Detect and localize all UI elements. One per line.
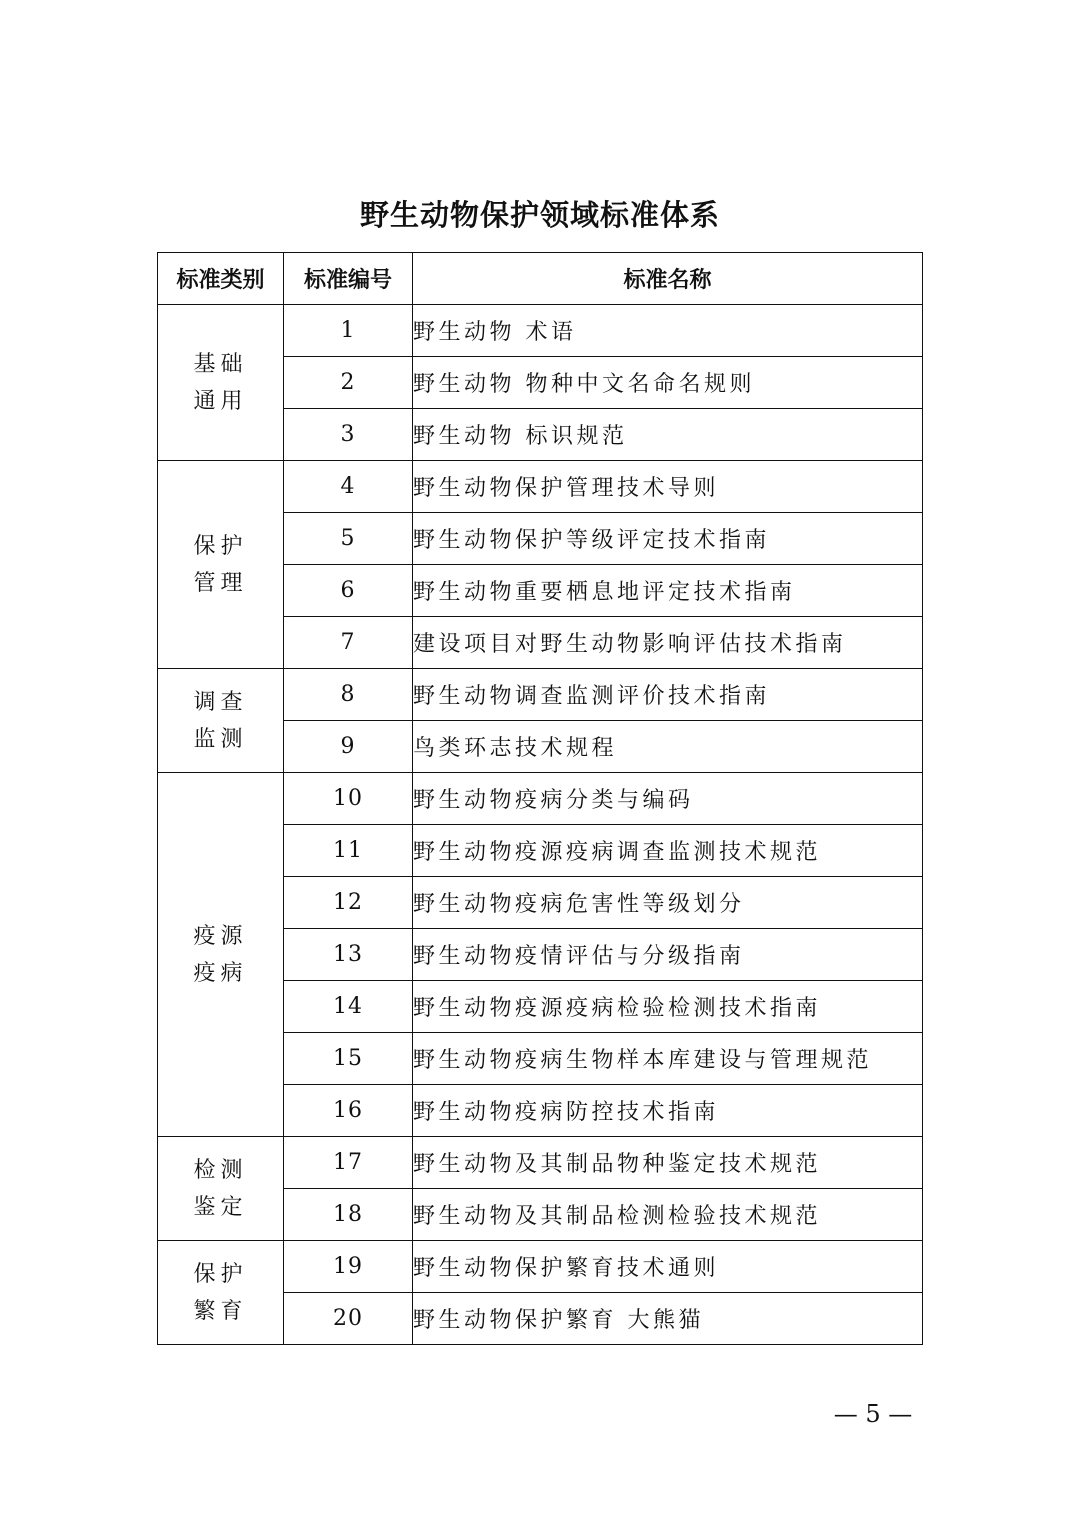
standard-name-cell: 野生动物疫病分类与编码	[413, 773, 923, 825]
standard-number-cell: 18	[284, 1189, 413, 1241]
table-row	[158, 461, 923, 513]
standard-number-cell: 17	[284, 1137, 413, 1189]
standard-number-cell: 20	[284, 1293, 413, 1345]
standard-number-cell: 12	[284, 877, 413, 929]
standard-name-cell: 野生动物 标识规范	[413, 409, 923, 461]
category-label-line: 基础	[193, 351, 248, 377]
page-number: — 5 —	[833, 1400, 913, 1428]
standard-number-cell: 15	[284, 1033, 413, 1085]
category-label-line: 监测	[193, 726, 248, 752]
standard-name-cell: 野生动物调查监测评价技术指南	[413, 669, 923, 721]
standard-number-cell: 16	[284, 1085, 413, 1137]
standard-name-cell: 鸟类环志技术规程	[413, 721, 923, 773]
standard-name-cell: 野生动物保护繁育 大熊猫	[413, 1293, 923, 1345]
category-label-line: 检测	[193, 1157, 248, 1183]
standard-name-cell: 野生动物疫病危害性等级划分	[413, 877, 923, 929]
category-label-line: 繁育	[193, 1298, 248, 1324]
standard-number-cell: 19	[284, 1241, 413, 1293]
table-row	[158, 1137, 923, 1189]
standard-name-cell: 野生动物疫病生物样本库建设与管理规范	[413, 1033, 923, 1085]
category-label-line: 管理	[193, 570, 248, 596]
standard-number-cell: 10	[284, 773, 413, 825]
standard-number-cell: 1	[284, 305, 413, 357]
standard-number-cell: 2	[284, 357, 413, 409]
table-row	[158, 305, 923, 357]
document-title: 野生动物保护领域标准体系	[359, 198, 720, 232]
standard-name-cell: 建设项目对野生动物影响评估技术指南	[413, 617, 923, 669]
standard-name-cell: 野生动物及其制品物种鉴定技术规范	[413, 1137, 923, 1189]
category-label-line: 保护	[193, 533, 248, 559]
category-label-line: 鉴定	[193, 1194, 248, 1220]
standard-number-cell: 7	[284, 617, 413, 669]
category-label-line: 调查	[193, 689, 248, 715]
standard-name-cell: 野生动物 物种中文名命名规则	[413, 357, 923, 409]
category-cell	[158, 305, 284, 461]
category-cell	[158, 1137, 284, 1241]
table-row	[158, 669, 923, 721]
standard-name-cell: 野生动物疫源疫病调查监测技术规范	[413, 825, 923, 877]
category-cell	[158, 461, 284, 669]
standard-number-cell: 9	[284, 721, 413, 773]
standard-name-cell: 野生动物疫情评估与分级指南	[413, 929, 923, 981]
category-cell	[158, 773, 284, 1137]
category-label-line: 疫病	[193, 960, 248, 986]
header-name: 标准名称	[413, 253, 923, 305]
standard-number-cell: 8	[284, 669, 413, 721]
standard-name-cell: 野生动物保护管理技术导则	[413, 461, 923, 513]
category-cell	[158, 1241, 284, 1345]
standard-number-cell: 6	[284, 565, 413, 617]
table-row	[158, 1241, 923, 1293]
standard-number-cell: 5	[284, 513, 413, 565]
standard-number-cell: 3	[284, 409, 413, 461]
category-label-line: 通用	[193, 388, 248, 414]
table-header-row	[158, 253, 923, 305]
category-label-line: 保护	[193, 1261, 248, 1287]
standard-name-cell: 野生动物及其制品检测检验技术规范	[413, 1189, 923, 1241]
standard-number-cell: 14	[284, 981, 413, 1033]
standard-name-cell: 野生动物疫病防控技术指南	[413, 1085, 923, 1137]
standard-number-cell: 11	[284, 825, 413, 877]
standard-name-cell: 野生动物疫源疫病检验检测技术指南	[413, 981, 923, 1033]
table-body	[158, 305, 923, 1345]
table-row	[158, 773, 923, 825]
standard-name-cell: 野生动物 术语	[413, 305, 923, 357]
standard-name-cell: 野生动物重要栖息地评定技术指南	[413, 565, 923, 617]
header-number: 标准编号	[284, 253, 413, 305]
header-category: 标准类别	[158, 253, 284, 305]
standards-table	[157, 252, 923, 1345]
standard-number-cell: 4	[284, 461, 413, 513]
standard-name-cell: 野生动物保护等级评定技术指南	[413, 513, 923, 565]
category-label-line: 疫源	[193, 923, 248, 949]
standard-number-cell: 13	[284, 929, 413, 981]
standard-name-cell: 野生动物保护繁育技术通则	[413, 1241, 923, 1293]
category-cell	[158, 669, 284, 773]
